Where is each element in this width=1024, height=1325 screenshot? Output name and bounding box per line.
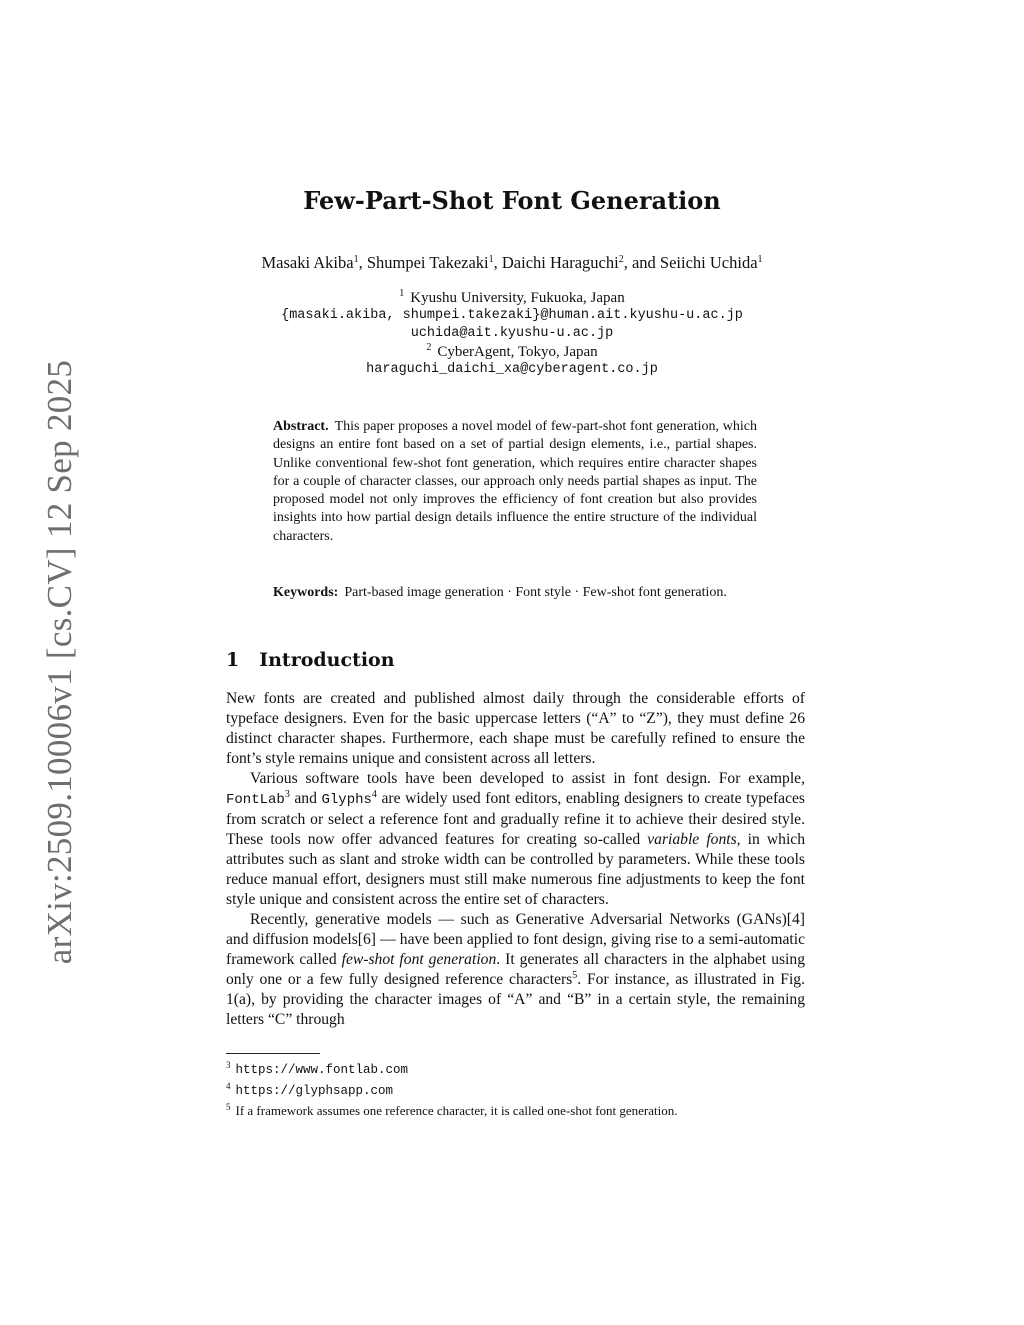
text-run: Recently, generative models — such as Generative Adversarial Networks (GANs)[4] and diffusion models[6] — have been applied to font design, giving rise to a semi-automatic framework called (226, 911, 805, 968)
footnote-rule (226, 1053, 320, 1054)
emphasis: variable fonts (647, 831, 737, 848)
author-separator: , (493, 253, 502, 272)
affiliation-email: haraguchi_daichi_xa@cyberagent.co.jp (366, 362, 658, 377)
author-name: Masaki Akiba (261, 253, 354, 272)
affiliation-email: {masaki.akiba, shumpei.takezaki}@human.ait.kyushu-u.ac.jp (281, 308, 743, 323)
author-name: Shumpei Takezaki (366, 253, 489, 272)
author-separator: , (358, 253, 367, 272)
affiliation-name: Kyushu University, Fukuoka, Japan (410, 290, 625, 306)
keywords-label: Keywords: (273, 585, 339, 600)
text-run: . For instance, as illustrated in Fig. 1(a), by providing the character images of “A” and “B” in a certain style, the remaining letters “C” through (226, 971, 805, 1028)
body-text (226, 689, 805, 1030)
footnote (226, 1080, 816, 1101)
emphasis: few-shot font generation (341, 951, 497, 968)
footnote-text: If a framework assumes one reference character, it is called one-shot font generation. (235, 1103, 678, 1118)
footnote-mark: 5 (226, 1102, 231, 1112)
text-run: and (289, 790, 322, 807)
footnote-link[interactable]: https://www.fontlab.com (235, 1063, 409, 1077)
abstract-label: Abstract. (273, 419, 329, 434)
abstract-text: This paper proposes a novel model of few-part-shot font generation, which designs an entire font based on a set of partial design elements, i.e., partial shapes. Unlike conventional few-shot font generation, which requires entire character shapes for a couple of character classes, our approach only needs partial shapes as input. The proposed model not only improves the efficiency of font creation but also provides insights into how partial design details influence the entire structure of the individual characters. (273, 419, 757, 544)
author-list (0, 253, 1024, 273)
paragraph (226, 910, 805, 1030)
keywords (273, 584, 757, 602)
affiliation-mark: 2 (426, 342, 432, 353)
footnote (226, 1059, 816, 1080)
fontlab-name: FontLab (226, 792, 285, 808)
section-title: Introduction (259, 649, 395, 671)
footnotes (226, 1059, 816, 1120)
affiliations (0, 289, 1024, 379)
affiliation-2 (0, 343, 1024, 361)
author-affiliation-mark: 2 (618, 254, 624, 265)
affiliation-email: uchida@ait.kyushu-u.ac.jp (410, 326, 614, 341)
author-affiliation-mark: 1 (488, 254, 494, 265)
author-affiliation-mark: 1 (757, 254, 763, 265)
section-number: 1 (226, 649, 240, 671)
abstract (273, 418, 757, 546)
keywords-text: Part-based image generation · Font style · Few-shot font generation. (344, 585, 727, 600)
text-run: are widely used font editors, enabling designers to create typefaces from scratch or select a reference font and gradually refine it to achieve their desired style. These tools now offer advanced features for creating so-called (226, 790, 805, 848)
affiliation-1 (0, 289, 1024, 307)
affiliation-name: CyberAgent, Tokyo, Japan (437, 344, 598, 360)
author-name: Daichi Haraguchi (501, 253, 619, 272)
author-separator: , and (623, 253, 660, 272)
footnote-ref: 5 (572, 970, 578, 981)
paper-title: Few-Part-Shot Font Generation (303, 186, 721, 215)
footnote (226, 1101, 816, 1120)
section-heading (226, 649, 395, 671)
author-affiliation-mark: 1 (353, 254, 359, 265)
footnote-mark: 3 (226, 1060, 231, 1070)
text-run: , in which attributes such as slant and stroke width can be controlled by parameters. While these tools reduce manual effort, designers must still make numerous fine adjustments to keep the font style unique and consistent across the entire set of characters. (226, 831, 805, 908)
paragraph (226, 769, 805, 910)
paragraph: New fonts are created and published almost daily through the considerable efforts of typeface designers. Even for the basic uppercase letters (“A” to “Z”), they must define 26 distinct character shapes. Furthermore, each shape must be carefully refined to ensure the font’s style remains unique and consistent across all letters. (226, 690, 805, 767)
author-name: Seiichi Uchida (659, 253, 758, 272)
footnote-link[interactable]: https://glyphsapp.com (235, 1084, 394, 1098)
footnote-ref: 4 (371, 789, 377, 800)
text-run: . It generates all characters in the alphabet using only one or a few fully designed reference characters (226, 951, 805, 988)
arxiv-stamp: arXiv:2509.10006v1 [cs.CV] 12 Sep 2025 (40, 359, 79, 965)
affiliation-mark: 1 (399, 288, 405, 299)
text-run: Various software tools have been developed to assist in font design. For example, (250, 770, 805, 787)
footnote-ref: 3 (284, 789, 290, 800)
glyphs-name: Glyphs (321, 792, 372, 808)
footnote-mark: 4 (226, 1081, 231, 1091)
